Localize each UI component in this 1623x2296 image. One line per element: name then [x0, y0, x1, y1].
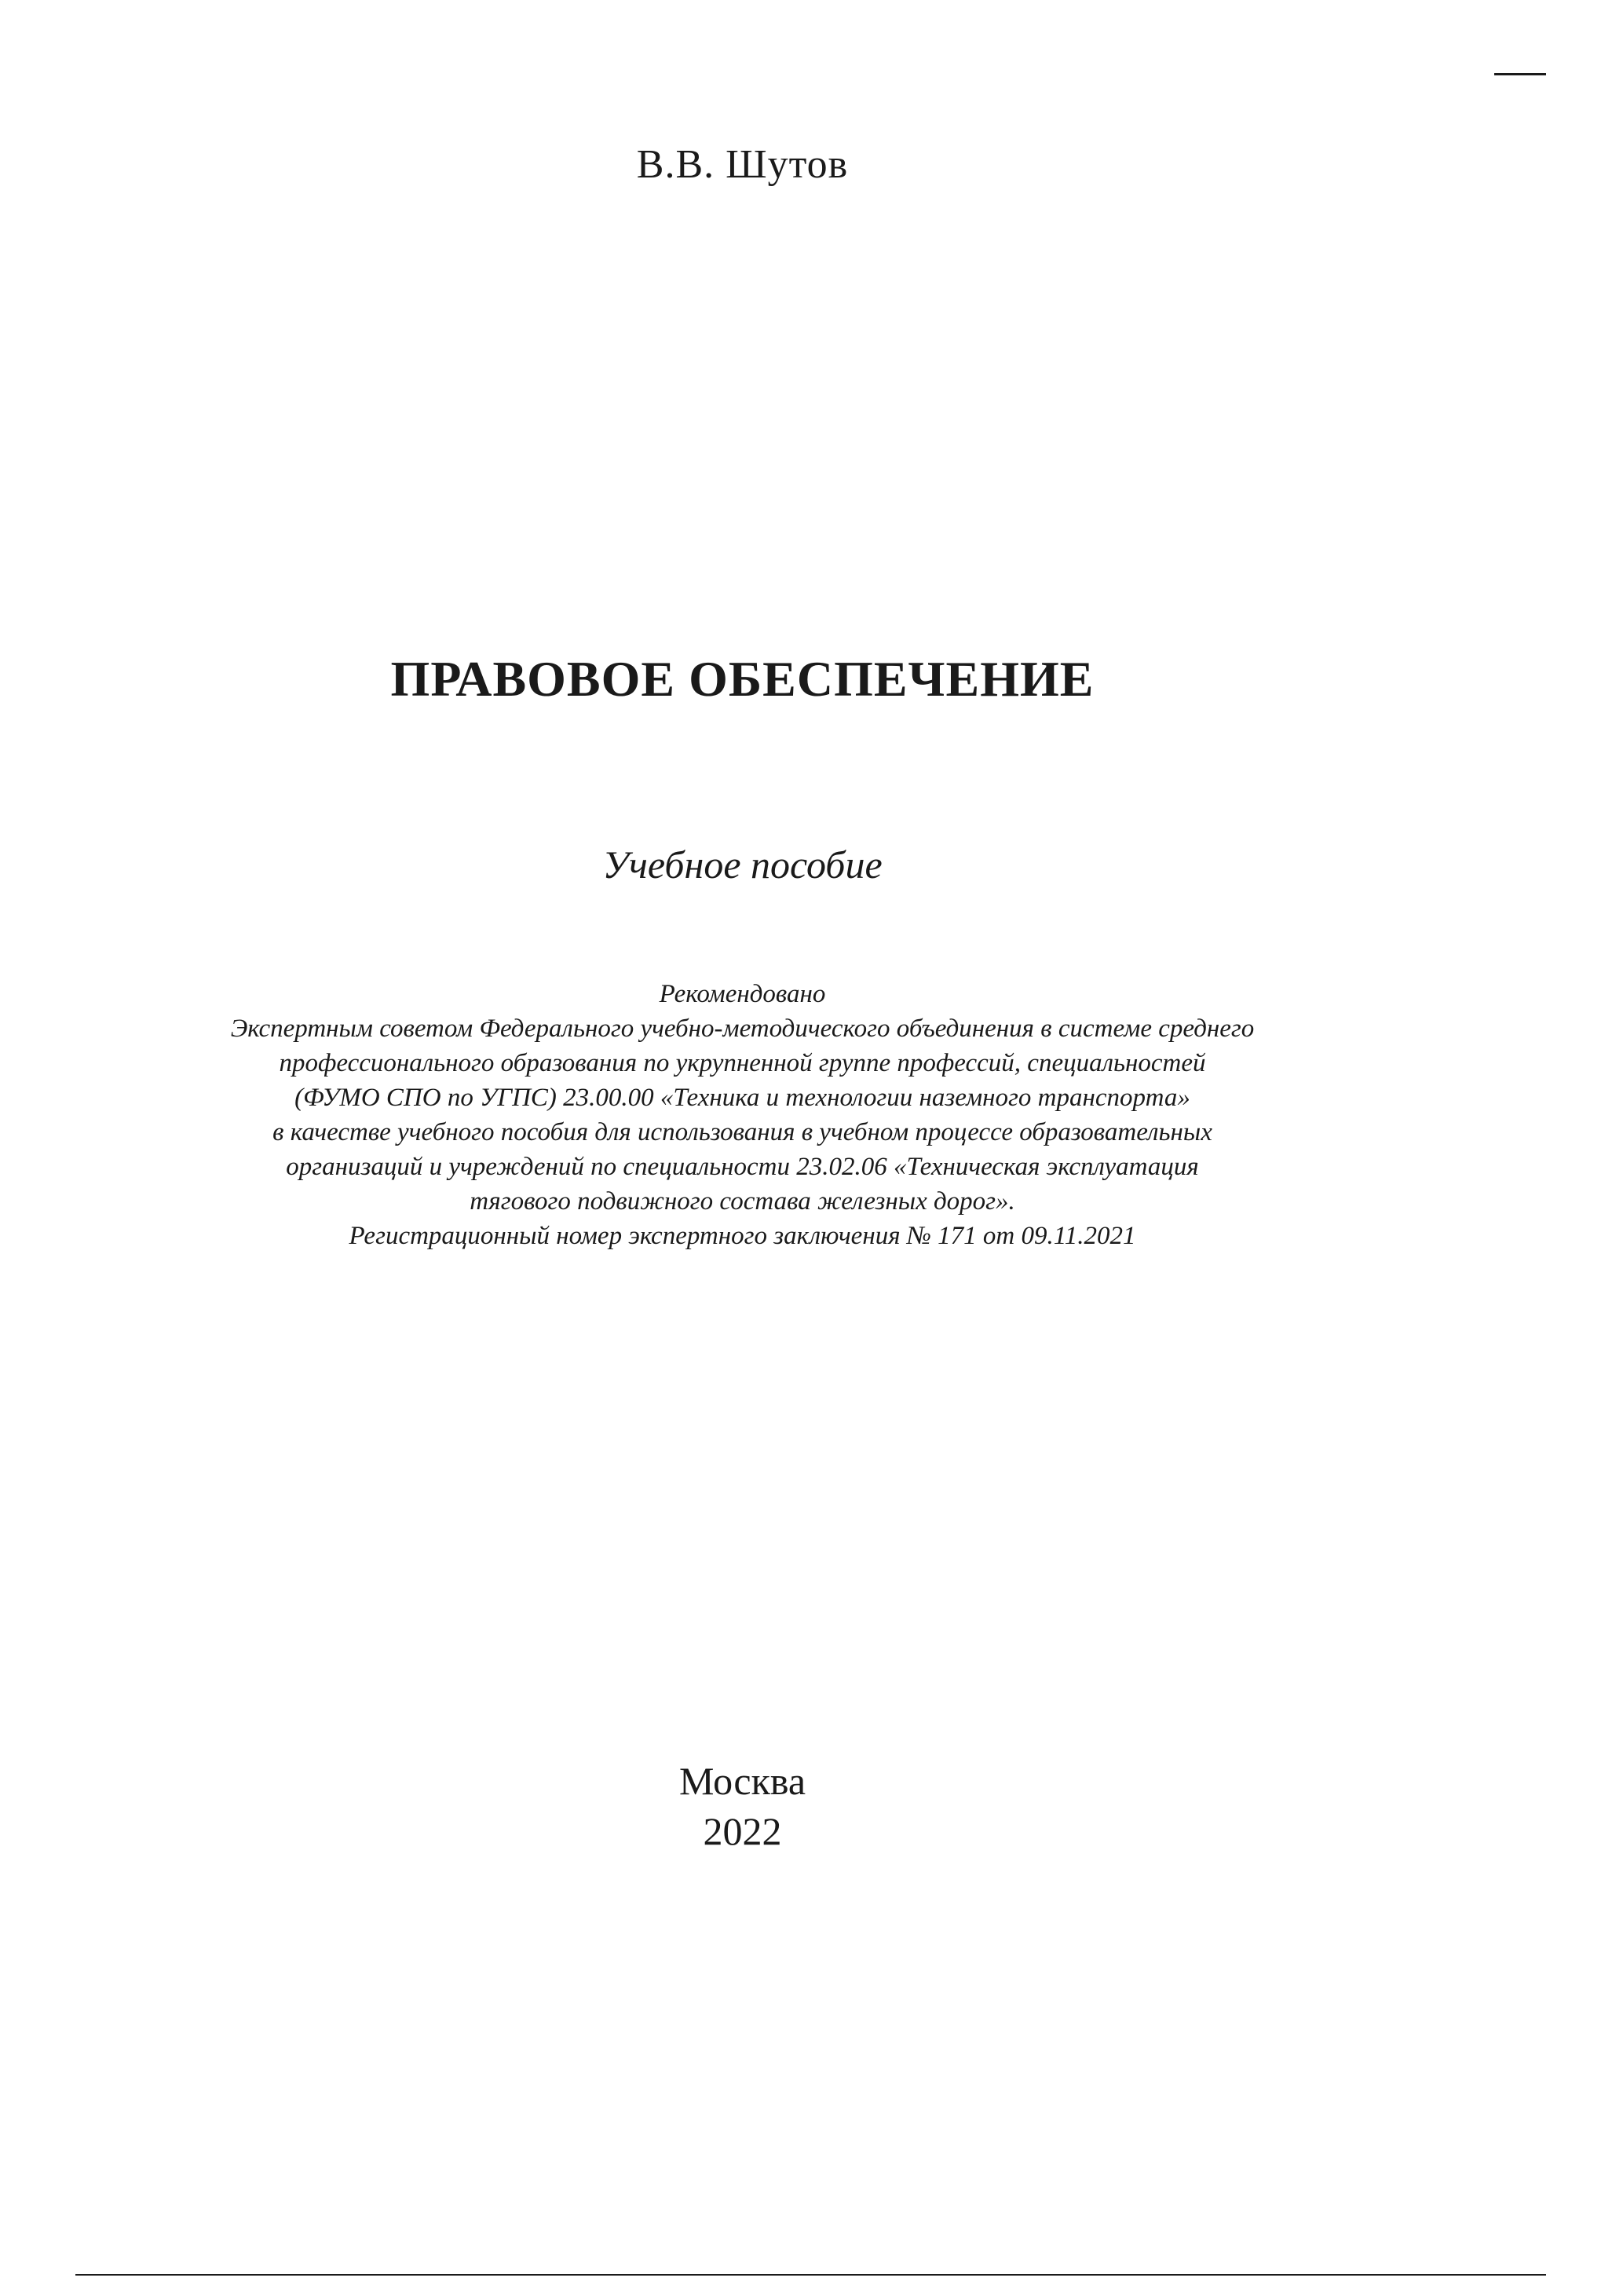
imprint-city: Москва	[678, 1759, 806, 1803]
book-subtitle: Учебное пособие	[602, 843, 883, 887]
recommendation-line: Регистрационный номер экспертного заключения № 171 от 09.11.2021	[349, 1222, 1136, 1250]
recommendation-line: организаций и учреждений по специальности 23.02.06 «Техническая эксплуатация	[286, 1153, 1199, 1181]
imprint-year: 2022	[703, 1809, 782, 1853]
recommendation-line: тягового подвижного состава железных дорог».	[470, 1187, 1015, 1216]
imprint	[0, 1756, 1485, 1856]
corner-dash	[1494, 73, 1546, 75]
recommendation-line: Экспертным советом Федерального учебно-методического объединения в системе среднего	[230, 1015, 1255, 1043]
recommendation-line: Рекомендовано	[659, 980, 826, 1008]
recommendation-line: в качестве учебного пособия для использования в учебном процессе образовательных	[272, 1118, 1212, 1146]
recommendation-line: (ФУМО СПО по УГПС) 23.00.00 «Техника и технологии наземного транспорта»	[294, 1084, 1190, 1112]
bottom-rule	[75, 2274, 1546, 2276]
recommendation-block	[79, 977, 1406, 1253]
book-title: ПРАВОВОЕ ОБЕСПЕЧЕНИЕ	[390, 651, 1095, 707]
author-name: В.В. Шутов	[636, 142, 849, 187]
recommendation-line: профессионального образования по укрупненной группе профессий, специальностей	[279, 1049, 1206, 1077]
